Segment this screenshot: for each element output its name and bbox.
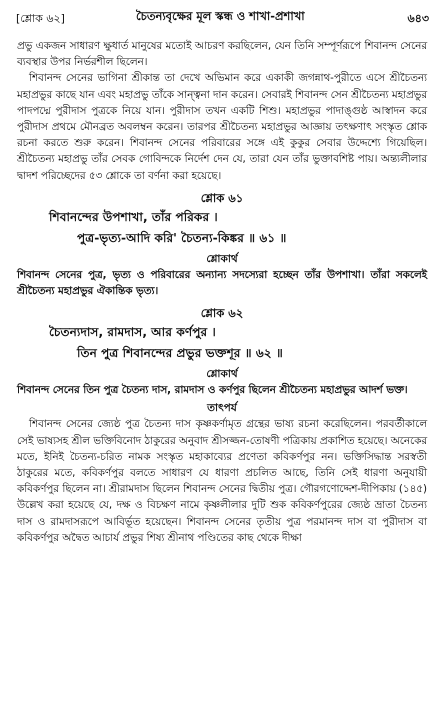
verse-62-heading: শ্লোক ৬২ [200,306,244,321]
intro-paragraph: প্রভু একজন সাধারণ ক্ষুধার্ত মানুষের মতোই আচরণ করছিলেন, যেন তিনি সম্পূর্ণরূপে শিবানন্দ সেনের ব্যবস্থার উপর নির্ভরশীল ছিলেন। [17,40,427,69]
verse-62-line-1: চৈতন্যদাস, রামদাস, আর কর্ণপুর । [49,325,216,340]
intro-paragraph: শিবানন্দ সেনের ভাগিনা শ্রীকান্ত তা দেখে অভিমান করে একাকী জগন্নাথ-পুরীতে এসে শ্রীচৈতন্য মহাপ্রভুর কাছে যান এবং মহাপ্রভু তাঁকে সান্ত্বনা দান করেন। সেবারই শিবানন্দ সেন শ্রীচৈতন্য মহাপ্রভুর পাদপদ্মে পুরীদাস পুত্রকে নিয়ে যান। পুরীদাস তখন একটি শিশু। মহাপ্রভুর পাদাঙ্গুষ্ঠ আস্বাদন করে পুরীদাস প্রথমে মৌনব্রত অবলম্বন করেন। তারপর শ্রীচৈতন্য মহাপ্রভুর আজ্ঞায় তৎক্ষণাৎ সংস্কৃত শ্লোক রচনা করতে শুরু করেন। শিবানন্দ সেনের পরিবারের সঙ্গে এই কুকুর সেবার উদ্দেশ্যে গিয়েছিল। শ্রীচৈতন্য মহাপ্রভু তাঁর সেবক গোবিন্দকে নির্দেশ দেন যে, তারা যেন তাঁর ভুক্তাবশিষ্ট পায়। অন্ত্যলীলার দ্বাদশ পরিচ্ছেদের ৫৩ শ্লোকে তা বর্ণনা করা হয়েছে। [17,72,427,182]
page-body [17,38,427,546]
verse-62-translation: শিবানন্দ সেনের তিন পুত্র চৈতন্য দাস, রামদাস ও কর্ণপুর ছিলেন শ্রীচৈতন্য মহাপ্রভুর আদর্শ ভক্ত। [17,384,408,397]
verse-61-line-1: শিবানন্দের উপশাখা, তাঁর পরিকর । [49,209,218,224]
verse-61-translation-heading: শ্লোকার্থ [206,252,238,265]
verse-61-translation: শিবানন্দ সেনের পুত্র, ভৃত্য ও পরিবারের অন্যান্য সদস্যেরা হচ্ছেন তাঁর উপশাখা। তাঁরা সকলেই শ্রীচৈতন্য মহাপ্রভুর ঐকান্তিক ভৃত্য। [17,268,427,298]
verse-62-line-2: তিন পুত্র শিবানন্দের প্রভুর ভক্তশূর ॥ ৬২ ॥ [77,346,283,361]
running-header [16,8,429,28]
verse-62-translation-heading: শ্লোকার্থ [206,368,238,381]
chapter-title: চৈতন্যবৃক্ষের মূল স্কন্ধ ও শাখা-প্রশাখা [136,9,305,23]
verse-61-heading: শ্লোক ৬১ [200,190,244,205]
verse-reference: [শ্লোক ৬২] [16,12,65,25]
purport-paragraph: শিবানন্দ সেনের জ্যেষ্ঠ পুত্র চৈতন্য দাস কৃষ্ণকর্ণামৃত গ্রন্থের ভাষ্য রচনা করেছিলেন। পরবর্তীকালে সেই ভাষ্যসহ শ্রীল ভক্তিবিনোদ ঠাকুরের অনুবাদ শ্রীসজ্জন-তোষণী পত্রিকায় প্রকাশিত হয়েছে। অনেকের মতে, ইনিই চৈতন্য-চরিত নামক সংস্কৃত মহাকাব্যের প্রণেতা কবিকর্ণপুর নন। ভক্তিসিদ্ধান্ত সরস্বতী ঠাকুরের মতে, কবিকর্ণপুর বলতে সাধারণ যে ধারণা প্রচলিত আছে, তিনি সেই ধারণা অনুযায়ী কবিকর্ণপুর ছিলেন না। শ্রীরামদাস ছিলেন শিবানন্দ সেনের দ্বিতীয় পুত্র। গৌরগণোদ্দেশ-দীপিকায় (১৪৫) উল্লেখ করা হয়েছে যে, দক্ষ ও বিচক্ষণ নামে কৃষ্ণলীলার দুটি শুক কবিকর্ণপুরের জ্যেষ্ঠ ভ্রাতা চৈতন্য দাস ও রামদাসরূপে আবির্ভূত হয়েছেন। শিবানন্দ সেনের তৃতীয় পুত্র পরমানন্দ দাস বা পুরীদাস বা কবিকর্ণপুর অদ্বৈত আচার্য প্রভুর শিষ্য শ্রীনাথ পণ্ডিতের কাছ থেকে দীক্ষা [17,418,427,544]
page-number: ৬৪৩ [407,12,429,25]
purport-heading: তাৎপর্য [207,402,237,415]
verse-61-line-2: পুত্র-ভৃত্য-আদি করি' চৈতন্য-কিঙ্কর ॥ ৬১ ॥ [77,230,287,245]
